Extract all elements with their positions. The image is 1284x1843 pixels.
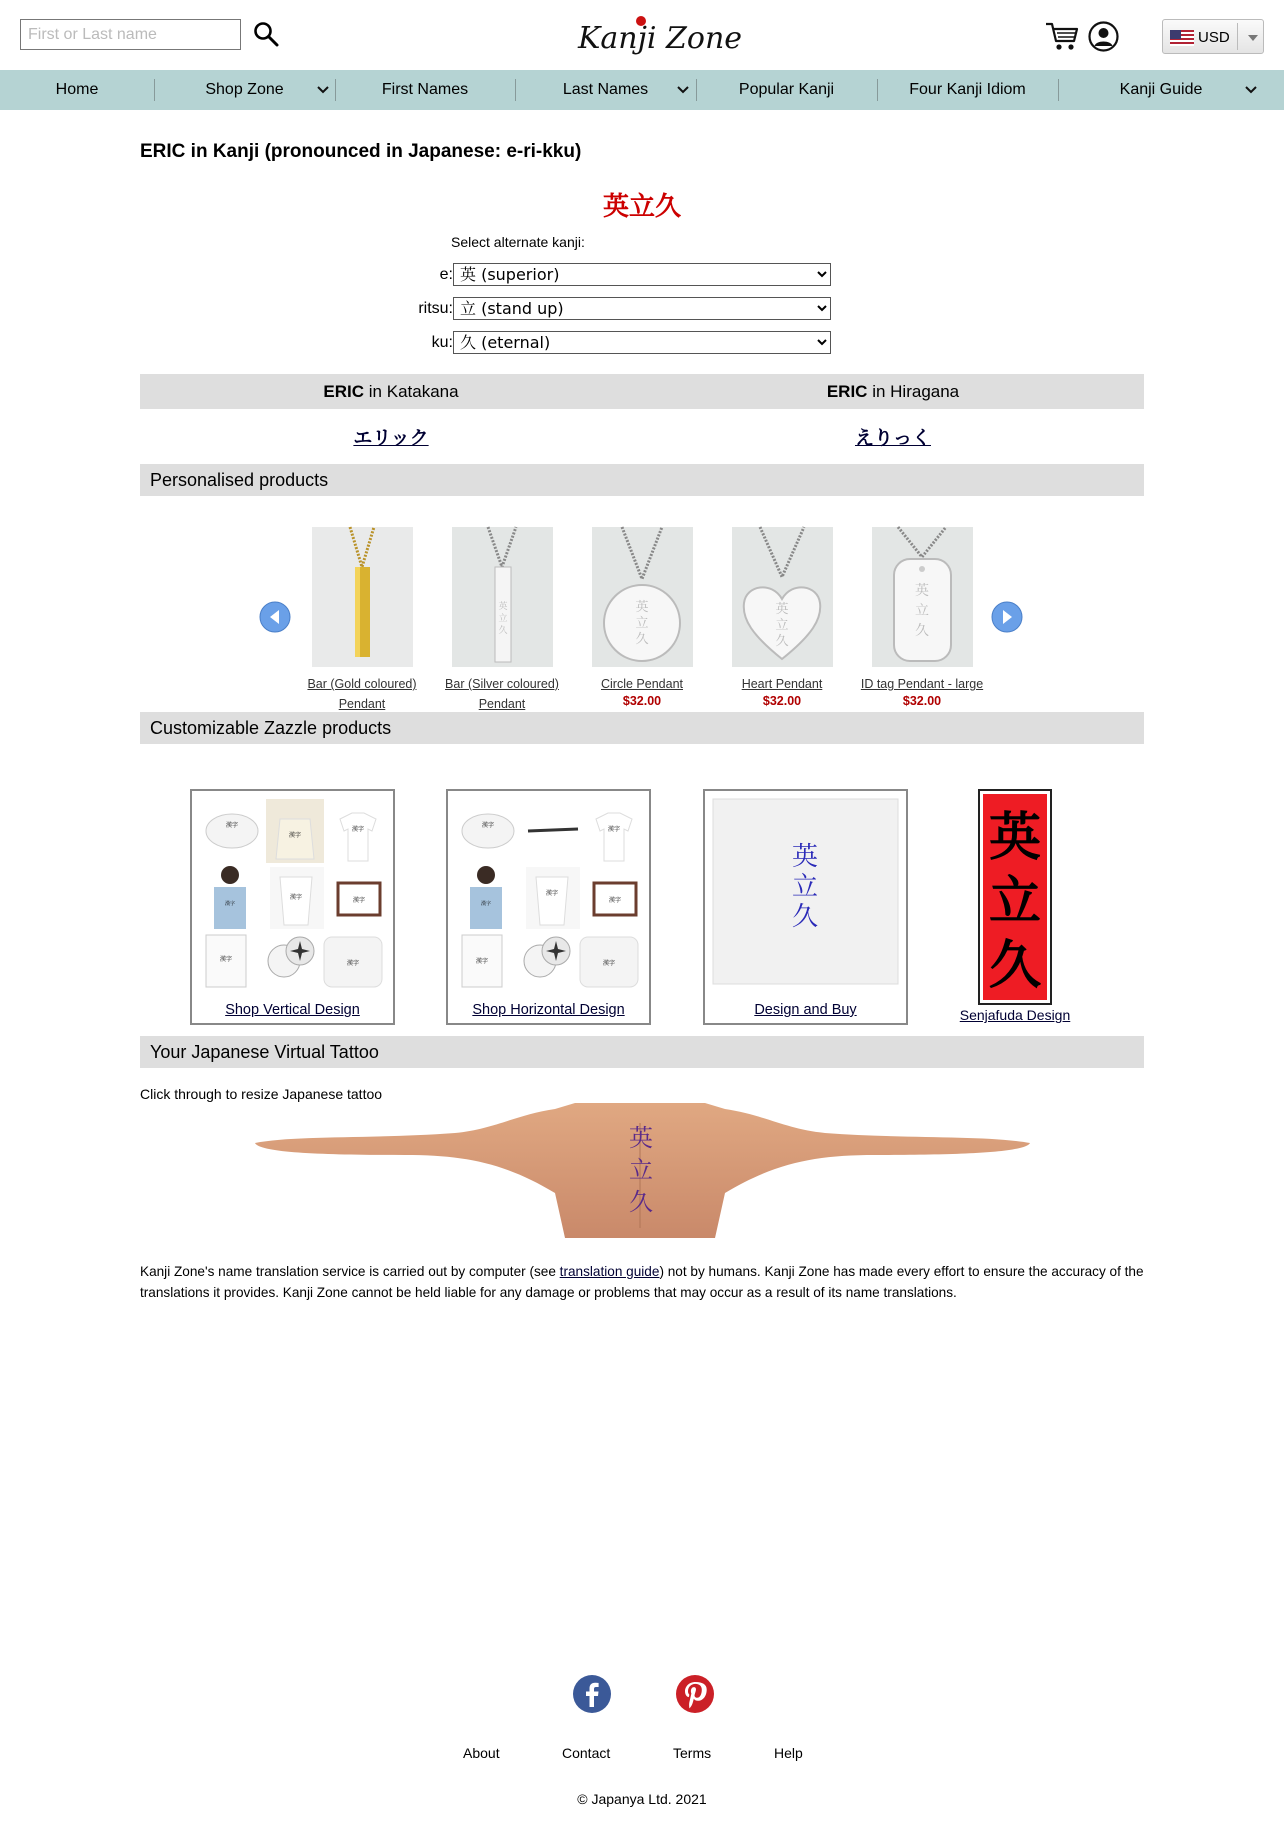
kanji-select-row [0,263,1284,287]
id-tag-pendant-image [872,527,973,667]
kanji-select-e[interactable] [453,263,831,286]
nav-last-names[interactable]: Last Names [562,81,649,98]
kanji-select-row [0,331,1284,355]
kanji-canvas-preview [711,797,900,987]
horizontal-design-collage [456,795,643,990]
svg-text:漢字: 漢字 [288,832,302,839]
product-bar-silver[interactable] [432,527,572,712]
svg-text:漢字: 漢字 [480,901,492,907]
site-header [0,0,1284,70]
svg-text:久: 久 [988,936,1042,996]
product-bar-gold[interactable] [292,527,432,712]
svg-text:英: 英 [775,602,789,617]
katakana-heading: ERIC in Katakana [323,382,459,401]
product-name[interactable]: Circle Pendant [601,677,683,691]
svg-text:英: 英 [629,1124,653,1152]
cart-icon[interactable] [1045,20,1079,52]
user-account-icon[interactable] [1088,21,1119,52]
kana-header-bar [140,374,1144,409]
svg-text:久: 久 [635,632,649,647]
svg-text:立: 立 [635,616,649,631]
product-id-tag-pendant[interactable] [852,527,992,712]
svg-text:久: 久 [791,902,819,932]
hiragana-link[interactable]: えりっく [854,427,931,449]
product-circle-pendant[interactable] [572,527,712,712]
kanji-select-ritsu[interactable] [453,297,831,320]
kanji-select-row [0,297,1284,321]
svg-text:漢字: 漢字 [289,894,303,901]
nav-popular-kanji[interactable]: Popular Kanji [738,81,835,98]
product-name[interactable]: Heart Pendant [741,677,823,691]
chevron-down-icon [1248,35,1258,41]
chevron-down-icon[interactable] [316,84,330,96]
svg-text:久: 久 [629,1188,653,1216]
footer-terms-link[interactable]: Terms [673,1745,712,1761]
carousel-prev-icon[interactable] [259,601,291,633]
svg-text:英: 英 [988,808,1042,868]
product-price: $32.00 [762,694,802,708]
gold-bar-pendant-image [312,527,413,667]
main-nav [0,70,1284,110]
currency-label: USD [1198,29,1230,46]
select-label-e: e: [439,266,453,283]
translation-guide-link[interactable]: translation guide [559,1264,660,1279]
svg-text:久: 久 [498,626,508,636]
vertical-design-collage [200,795,387,990]
svg-text:英: 英 [915,583,929,599]
design-and-buy-card[interactable] [703,789,908,1025]
tattoo-note: Click through to resize Japanese tattoo [140,1086,383,1102]
svg-text:英: 英 [635,600,649,615]
svg-text:漢字: 漢字 [475,958,489,965]
hiragana-heading: ERIC in Hiragana [826,382,960,401]
svg-text:久: 久 [915,623,929,639]
shop-horizontal-design-card[interactable] [446,789,651,1025]
virtual-tattoo-bar [140,1036,1144,1068]
svg-text:漢字: 漢字 [219,956,233,963]
product-name[interactable]: Bar (Gold coloured) Pendant [307,677,417,711]
product-name[interactable]: Bar (Silver coloured) Pendant [445,677,559,711]
svg-text:英: 英 [498,602,508,612]
footer-about-link[interactable]: About [463,1745,500,1761]
personalised-products-bar [140,464,1144,496]
disclaimer-text: Kanji Zone's name translation service is carried out by computer (see translation guide) not by humans. Kanji Zone has made every effort to ensure the accuracy of the translations it provides. Kanji Zone cannot be held liable for any damage or problems that may occur as a result of its name translations. [140,1264,1144,1300]
facebook-icon[interactable] [572,1674,612,1714]
circle-pendant-image [592,527,693,667]
chevron-down-icon[interactable] [676,84,690,96]
nav-four-kanji-idiom[interactable]: Four Kanji Idiom [909,81,1026,98]
svg-text:漢字: 漢字 [607,826,621,833]
svg-text:漢字: 漢字 [481,822,495,829]
nav-home[interactable]: Home [55,81,99,98]
svg-text:漢字: 漢字 [224,901,236,907]
search-input[interactable] [20,19,241,50]
svg-text:漢字: 漢字 [352,897,366,904]
nav-first-names[interactable]: First Names [381,81,469,98]
svg-text:立: 立 [791,872,819,902]
heart-pendant-image [732,527,833,667]
section-title: Customizable Zazzle products [150,718,392,738]
currency-selector[interactable] [1162,19,1264,54]
select-label-ku: ku: [431,334,453,351]
senjafuda-design-link[interactable]: Senjafuda Design [959,1007,1071,1023]
svg-text:漢字: 漢字 [608,897,622,904]
svg-text:漢字: 漢字 [351,826,365,833]
katakana-link[interactable]: エリック [353,427,429,449]
svg-text:立: 立 [629,1156,653,1184]
kanji-zone-logo[interactable] [576,14,743,62]
currency-divider [1237,23,1238,50]
silver-bar-pendant-image [452,527,553,667]
svg-text:漢字: 漢字 [545,890,559,897]
select-label-ritsu: ritsu: [418,300,453,317]
design-and-buy-link[interactable]: Design and Buy [754,1002,857,1018]
kanji-result: 英立久 [602,192,681,222]
alternate-kanji-label: Select alternate kanji: [451,234,585,250]
svg-text:立: 立 [988,872,1042,932]
pinterest-icon[interactable] [675,1674,715,1714]
svg-text:立: 立 [498,614,508,624]
svg-text:立: 立 [775,618,789,633]
senjafuda-image[interactable] [978,789,1052,1005]
product-price: $32.00 [902,694,942,708]
page-title: ERIC in Kanji (pronounced in Japanese: e-ri-kku) [140,141,582,162]
svg-text:英: 英 [791,842,819,872]
section-title: Personalised products [150,470,329,490]
svg-text:漢字: 漢字 [602,960,616,967]
kanji-select-ku[interactable] [453,331,831,354]
svg-text:漢字: 漢字 [225,822,239,829]
logo-text: Kanji Zone [578,21,743,56]
footer-contact-link[interactable]: Contact [562,1745,611,1761]
search-icon[interactable] [252,20,280,48]
product-price: $32.00 [622,694,662,708]
shop-vertical-design-card[interactable] [190,789,395,1025]
nav-shop-zone[interactable]: Shop Zone [205,81,284,98]
product-heart-pendant[interactable] [712,527,852,712]
svg-text:漢字: 漢字 [346,960,360,967]
svg-text:立: 立 [915,603,929,619]
copyright-text: © Japanya Ltd. 2021 [577,1791,707,1807]
tattoo-back-image[interactable] [255,1103,1030,1238]
zazzle-products-bar [140,712,1144,744]
section-title: Your Japanese Virtual Tattoo [150,1042,379,1062]
shop-horizontal-design-link[interactable]: Shop Horizontal Design [472,1002,625,1018]
chevron-down-icon[interactable] [1244,84,1258,96]
product-name[interactable]: ID tag Pendant - large [860,677,984,691]
shop-vertical-design-link[interactable]: Shop Vertical Design [225,1002,360,1018]
footer-help-link[interactable]: Help [774,1745,803,1761]
carousel-next-icon[interactable] [991,601,1023,633]
nav-kanji-guide[interactable]: Kanji Guide [1119,81,1203,98]
svg-text:久: 久 [775,634,789,649]
us-flag-icon [1170,30,1194,46]
